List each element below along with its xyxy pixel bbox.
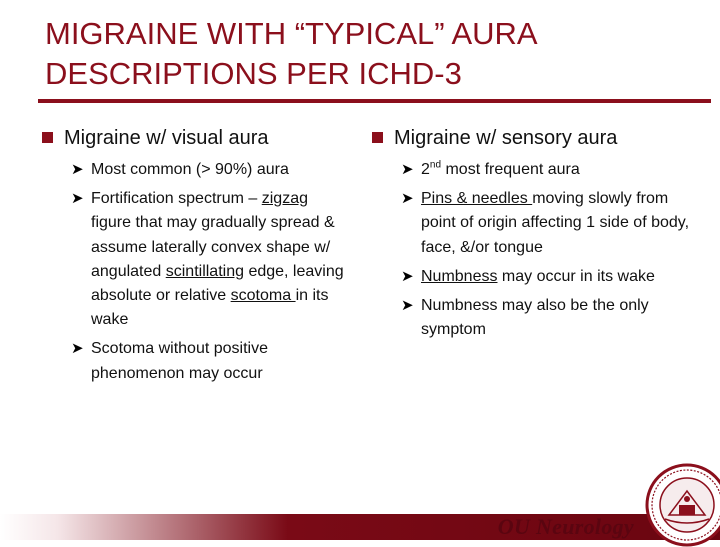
pins-needles-link[interactable]: Pins & needles — [421, 190, 533, 208]
fortification-text-2: figure that may gradually spread & assume laterally convex shape w/ angulated — [91, 214, 335, 280]
zigzag-link[interactable]: zigzag — [261, 190, 308, 208]
arrow-bullet-icon: ➤ — [71, 161, 84, 178]
scintillating-link[interactable]: scintillating — [165, 262, 244, 280]
slide-title-line-2: DESCRIPTIONS PER ICHD-3 — [45, 56, 462, 91]
numbness-link[interactable]: Numbness — [421, 267, 498, 285]
numbness-rest: may occur in its wake — [497, 267, 655, 285]
visual-aura-heading-text: Migraine w/ visual aura — [64, 127, 269, 149]
sensory-aura-heading — [372, 124, 692, 152]
arrow-bullet-icon: ➤ — [401, 190, 414, 208]
sensory-aura-column — [372, 124, 692, 347]
list-item — [401, 187, 692, 260]
ordinal-number: 2 — [421, 161, 430, 178]
list-item — [401, 158, 692, 182]
list-item-text: Scotoma without positive phenomenon may occur — [91, 340, 268, 382]
slide-title-line-1: MIGRAINE WITH “TYPICAL” AURA — [45, 16, 538, 51]
visual-aura-heading — [42, 124, 352, 152]
footer-bar — [0, 514, 720, 540]
ordinal-rest: most frequent aura — [441, 161, 580, 178]
list-item — [71, 187, 352, 332]
fortification-text-3: edge, leaving absolute or relative — [91, 262, 344, 305]
pins-needles-rest: moving slowly from point of origin affecting 1 side of body, face, &/or tongue — [421, 190, 690, 256]
list-item — [401, 265, 692, 289]
sensory-aura-list — [372, 158, 692, 342]
arrow-bullet-icon: ➤ — [71, 340, 84, 358]
fortification-text-4: in its wake — [91, 287, 329, 329]
square-bullet-icon — [372, 132, 383, 143]
arrow-bullet-icon: ➤ — [71, 190, 84, 208]
visual-aura-column — [42, 124, 352, 391]
title-divider — [38, 99, 711, 103]
scotoma-link[interactable]: scotoma — [230, 287, 296, 305]
list-item-text — [421, 265, 692, 289]
arrow-bullet-icon: ➤ — [401, 267, 414, 285]
arrow-bullet-icon: ➤ — [401, 161, 414, 178]
list-item — [401, 294, 692, 342]
footer-brand: OU Neurology — [497, 514, 634, 539]
university-seal-icon — [645, 463, 720, 547]
visual-aura-list — [42, 158, 352, 386]
sensory-aura-heading-text: Migraine w/ sensory aura — [394, 127, 618, 149]
square-bullet-icon — [42, 132, 53, 143]
arrow-bullet-icon: ➤ — [401, 297, 414, 315]
slide-title — [45, 14, 685, 94]
list-item-text: Most common (> 90%) aura — [91, 161, 289, 178]
fortification-text: Fortification spectrum – — [91, 190, 258, 208]
list-item-text — [421, 158, 692, 182]
list-item-text: Numbness may also be the only symptom — [421, 297, 649, 339]
list-item-text — [91, 187, 352, 332]
list-item-text — [421, 187, 692, 260]
list-item — [71, 158, 352, 182]
list-item — [71, 337, 352, 385]
ordinal-suffix: nd — [429, 159, 442, 171]
